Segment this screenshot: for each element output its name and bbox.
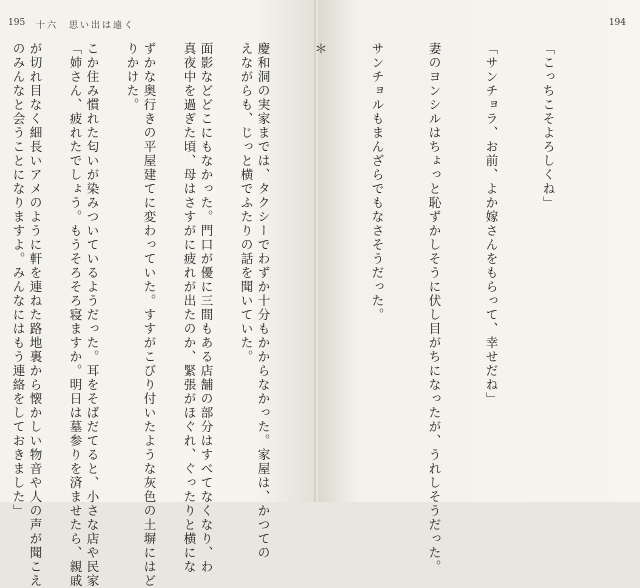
page-number: 195 [8,18,26,28]
text-line: ずかな奥行きの平屋建てに変わっていた。すすがこびり付いたような灰色の土塀にはど [142,42,157,588]
text-line: こか住み慣れた匂いが染みついているようだった。耳をそばだてると、小さな店や民家 [85,42,100,588]
text-line: サンチョルもまんざらでもなさそうだった。 [370,42,385,322]
text-line: 「サンチョラ、お前、よか嫁さんをもらって、幸せだね」 [484,42,499,406]
text-line: 慶和洞の実家までは、タクシーでわずか十分もかからなかった。家屋は、かつての [256,42,271,560]
text-line: 「こっちこそよろしくね」 [541,42,556,210]
running-head: 十六 思い出は遠く [36,21,136,31]
page-number: 194 [608,18,626,28]
text-line: が切れ目なく細長いアメのように軒を連ねた路地裏から懐かしい物音や人の声が聞こえ [28,42,43,588]
section-break: ＊ [313,42,328,56]
text-line: 「姉さん、疲れたでしょう。もうそろそろ寝ますか。明日は墓参りを済ませたら、親戚 [68,42,83,588]
body-text [0,42,596,588]
text-line: 真夜中を過ぎた頃、母はさすがに疲れが出たのか、緊張がほぐれ、ぐったりと横にな [182,42,197,574]
text-line: のみんなと会うことになりますよ。みんなにはもう連絡をしておきました」 [11,42,26,518]
text-line: 妻のヨンシルはちょっと恥ずかしそうに伏し目がちになったが、うれしそうだった。 [427,42,442,574]
text-line: りかけた。 [125,42,140,112]
text-line: 面影などどこにもなかった。門口が優に三間もある店舗の部分はすべてなくなり、わ [199,42,214,574]
text-line: えながらも、じっと横でふたりの話を聞いていた。 [239,42,254,364]
